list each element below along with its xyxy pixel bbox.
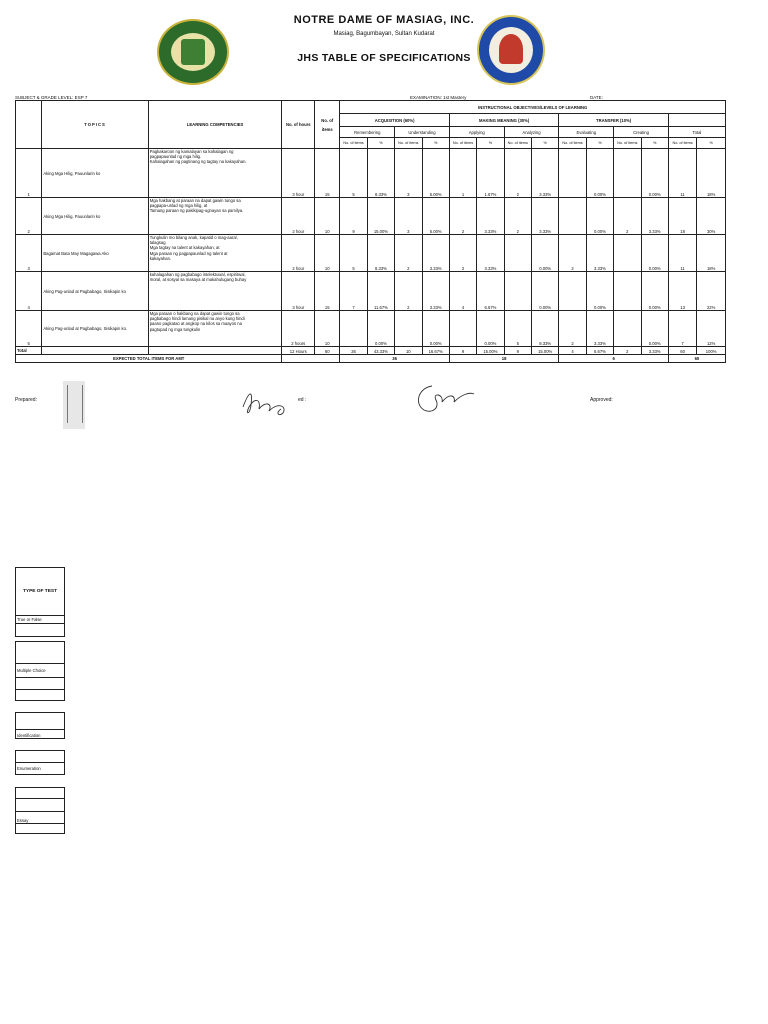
value-cell: 3.33% — [422, 272, 449, 311]
items-cell: 15 — [315, 272, 340, 311]
subheading-cell: % — [532, 138, 559, 149]
group-acquisition: ACQUISITION (60%) — [340, 114, 450, 127]
level-header: Remembering — [340, 127, 395, 138]
date-label: DATE: — [590, 95, 603, 100]
value-cell — [504, 235, 531, 272]
items-header: No. of items — [315, 101, 340, 149]
total-cell: 16.67% — [422, 347, 449, 355]
value-cell: 3.33% — [586, 311, 613, 347]
value-cell: 1.67% — [477, 149, 504, 198]
test-type-block — [15, 750, 65, 775]
total-cell: 6.67% — [586, 347, 613, 355]
value-cell — [395, 311, 422, 347]
total-cell: 9 — [449, 347, 476, 355]
value-cell: 6.67% — [477, 272, 504, 311]
competency-line: Tungkulin mo bilang anak, kapatid o mag-aaral, — [149, 235, 238, 240]
value-cell: 0.00% — [641, 272, 668, 311]
value-cell — [449, 311, 476, 347]
value-cell: 2 — [504, 198, 531, 235]
subheading-cell: % — [422, 138, 449, 149]
competency-line: Mga hakbang at paraan na dapat gawin tungo sa — [149, 198, 241, 203]
subheading-cell: No. of items — [614, 138, 641, 149]
competency-line: Mga paraan ng pagpapaunlad ng talent at — [149, 250, 228, 256]
value-cell: 3 — [395, 149, 422, 198]
expected-total-value: 6 — [559, 355, 669, 363]
row-number: 3 — [16, 235, 42, 272]
value-cell: 2 — [504, 149, 531, 198]
subheading-cell: % — [697, 138, 726, 149]
topics-header: TOPICS — [42, 101, 148, 149]
value-cell: 0.00% — [641, 235, 668, 272]
value-cell: 11 — [668, 235, 696, 272]
group-transfer: TRANSFER (10%) — [559, 114, 669, 127]
value-cell: 2 — [395, 235, 422, 272]
value-cell: 3.33% — [532, 149, 559, 198]
competency-line: Mga tagtay na talent at kakayahan, at — [149, 245, 220, 251]
hours-cell: 2 hour — [282, 198, 315, 235]
competency-cell — [148, 235, 282, 272]
test-type-label: Essay — [16, 812, 65, 824]
document-title: JHS TABLE OF SPECIFICATIONS — [297, 52, 471, 64]
value-cell: 8.33% — [367, 235, 394, 272]
competency-line: moral, at sosyal sa masaya at makahulugang buhay — [149, 277, 247, 283]
value-cell: 0.00% — [641, 311, 668, 347]
competency-line: Tamang paraan ng pakikipag-ugnayan sa pamilya. — [149, 208, 244, 214]
subheading-cell: % — [477, 138, 504, 149]
total-cell: 15.00% — [477, 347, 504, 355]
total-cell: 3.33% — [641, 347, 668, 355]
hours-cell: 3 hour — [282, 149, 315, 198]
value-cell: 2 — [559, 235, 586, 272]
value-cell: 3.33% — [532, 198, 559, 235]
value-cell: 18 — [668, 198, 696, 235]
value-cell: 0.00% — [586, 272, 613, 311]
value-cell: 3.33% — [422, 235, 449, 272]
row-number: 4 — [16, 272, 42, 311]
value-cell: 5.00% — [422, 198, 449, 235]
subheading-cell: No. of items — [504, 138, 531, 149]
value-cell: 2 — [449, 235, 476, 272]
total-items: 60 — [315, 347, 340, 355]
expected-total-value: 36 — [340, 355, 450, 363]
value-cell: 5 — [340, 235, 367, 272]
school-name: NOTRE DAME OF MASIAG, INC. — [293, 14, 475, 26]
value-cell: 15.00% — [367, 198, 394, 235]
hours-cell: 3 hour — [282, 272, 315, 311]
subheading-cell: No. of items — [668, 138, 696, 149]
value-cell — [614, 149, 641, 198]
objectives-header: INSTRUCTIONAL OBJECTIVES/LEVELS OF LEARNING — [340, 101, 726, 114]
value-cell: 0.00% — [641, 149, 668, 198]
competency-line: pagpapa-unlad ng mga hilig, at — [149, 203, 208, 209]
value-cell — [504, 272, 531, 311]
test-type-block — [15, 641, 65, 701]
row-number: 1 — [16, 149, 42, 198]
subheading-cell: % — [367, 138, 394, 149]
total-cell: 2 — [614, 347, 641, 355]
group-blank — [668, 114, 725, 127]
level-header: Creating — [614, 127, 669, 138]
total-cell: 9 — [504, 347, 531, 355]
hours-cell: 2 hour — [282, 235, 315, 272]
total-cell: 10 — [395, 347, 422, 355]
items-cell: 10 — [315, 235, 340, 272]
total-cell: 43.33% — [367, 347, 394, 355]
value-cell — [340, 311, 367, 347]
subject-grade-level: SUBJECT & GRADE LEVEL: ESP 7 — [15, 95, 88, 100]
competency-line: Kahalagahan ng pagtinang ng tagtay na kakayahan. — [149, 159, 247, 165]
competency-cell — [148, 272, 282, 311]
value-cell: 5 — [340, 149, 367, 198]
approver-signature — [410, 380, 478, 416]
value-cell: 18% — [697, 149, 726, 198]
value-cell: 8.33% — [532, 311, 559, 347]
value-cell: 8.33% — [367, 149, 394, 198]
topic-cell: Aking Mga Hilig, Pauunlarin ko — [42, 149, 148, 198]
competency-line: kakayahan. — [149, 255, 172, 261]
total-cell: 15.00% — [532, 347, 559, 355]
value-cell: 0.00% — [367, 311, 394, 347]
competency-line: kahalagahan ng pagbabago intelektuwal, espiritwal, — [149, 272, 246, 277]
value-cell: 0.00% — [532, 272, 559, 311]
competency-line: paano pagkatao at angkop na kilos sa maayos na — [149, 321, 242, 327]
value-cell: 13 — [668, 272, 696, 311]
value-cell: 11.67% — [367, 272, 394, 311]
topic-cell: Bagamat Bata May Magagawa Ako — [42, 235, 148, 272]
learning-competencies-header: LEARNING COMPETENCIES — [148, 101, 282, 149]
value-cell: 3 — [395, 198, 422, 235]
level-header: Understanding — [395, 127, 450, 138]
value-cell — [559, 272, 586, 311]
test-type-label: Identification — [16, 730, 65, 739]
competency-line: talagsag — [149, 240, 166, 246]
value-cell: 0.00% — [422, 311, 449, 347]
value-cell: 3.33% — [477, 235, 504, 272]
competency-line: Pagkakaroon ng kamalayan sa kahalagan ng — [149, 149, 234, 154]
subheading-cell: No. of items — [340, 138, 367, 149]
value-cell: 3.33% — [586, 235, 613, 272]
type-of-test-table — [15, 567, 65, 637]
competency-line: pagtupad ng mga tungkulin — [149, 326, 201, 332]
value-cell: 7 — [340, 272, 367, 311]
school-address: Masiag, Bagumbayan, Sultan Kudarat — [333, 31, 435, 37]
group-making-meaning: MAKING MEANING (30%) — [449, 114, 559, 127]
value-cell: 7 — [668, 311, 696, 347]
topic-cell: Aking Pag-unlad at Pagbabago, Sisikapin ko — [42, 272, 148, 311]
topic-cell: Aking Mga Hilig, Pauunlarin ko — [42, 198, 148, 235]
expected-total-label: EXPECTED TOTAL ITEMS FOR AMT — [16, 355, 282, 363]
value-cell: 3.33% — [477, 198, 504, 235]
value-cell: 30% — [697, 198, 726, 235]
value-cell: 22% — [697, 272, 726, 311]
test-type-label: True or False — [16, 616, 65, 624]
total-cell: 26 — [340, 347, 367, 355]
value-cell: 18% — [697, 235, 726, 272]
topic-cell: Aking Pag-unlad at Pagbabago, Sisikapin ko. — [42, 311, 148, 347]
table-row — [16, 149, 726, 198]
value-cell: 9 — [340, 198, 367, 235]
value-cell — [614, 272, 641, 311]
value-cell: 2 — [449, 198, 476, 235]
value-cell: 5.00% — [422, 149, 449, 198]
subheading-cell: % — [586, 138, 613, 149]
test-type-label: Multiple Choice — [16, 664, 65, 678]
table-row — [16, 235, 726, 272]
value-cell: 2 — [395, 272, 422, 311]
subheading-cell: No. of items — [449, 138, 476, 149]
examination-label: EXAMINATION: 1st Mastery — [410, 95, 467, 100]
noted-label: ed : — [298, 397, 307, 403]
value-cell: 3.33% — [641, 198, 668, 235]
hours-cell: 2 hours — [282, 311, 315, 347]
row-number-header — [16, 101, 42, 149]
noted-signature — [235, 385, 299, 421]
test-type-block — [15, 787, 65, 834]
value-cell — [559, 149, 586, 198]
value-cell: 2 — [614, 198, 641, 235]
subheading-cell: % — [641, 138, 668, 149]
total-cell: 100% — [697, 347, 726, 355]
table-row — [16, 198, 726, 235]
row-number: 2 — [16, 198, 42, 235]
document-header — [0, 0, 768, 90]
items-cell: 10 — [315, 311, 340, 347]
level-header: Applying — [449, 127, 504, 138]
competency-cell — [148, 311, 282, 347]
table-row — [16, 272, 726, 311]
level-header: Analyzing — [504, 127, 559, 138]
test-type-label: Enumeration — [16, 763, 65, 775]
test-type-block — [15, 712, 65, 739]
expected-total-value: 18 — [449, 355, 559, 363]
competency-cell — [148, 198, 282, 235]
items-cell: 10 — [315, 198, 340, 235]
total-label: Total — [16, 347, 42, 355]
value-cell: 12% — [697, 311, 726, 347]
type-of-test-header: TYPE OF TEST — [16, 568, 65, 616]
value-cell: 0.00% — [586, 198, 613, 235]
value-cell: 0.00% — [532, 235, 559, 272]
competency-line: pagpapaunlad ng mga hilig. — [149, 154, 202, 160]
total-cell: 4 — [559, 347, 586, 355]
value-cell: 11 — [668, 149, 696, 198]
value-cell: 5 — [504, 311, 531, 347]
competency-cell — [148, 149, 282, 198]
value-cell: 0.00% — [477, 311, 504, 347]
table-row — [16, 311, 726, 347]
value-cell — [559, 198, 586, 235]
value-cell — [614, 311, 641, 347]
items-cell: 15 — [315, 149, 340, 198]
value-cell: 1 — [449, 149, 476, 198]
total-cell: 60 — [668, 347, 696, 355]
value-cell — [614, 235, 641, 272]
competency-line: pagbabago hindi lamang pisikal na anyo kung hindi — [149, 316, 245, 322]
hours-header: No. of hours — [282, 101, 315, 149]
subheading-cell: No. of items — [395, 138, 422, 149]
value-cell: 2 — [559, 311, 586, 347]
expected-total-value: 60 — [668, 355, 725, 363]
preparer-signature-stamp — [63, 381, 85, 429]
level-header: Total — [668, 127, 725, 138]
specifications-table — [15, 100, 726, 363]
value-cell: 4 — [449, 272, 476, 311]
row-number: 5 — [16, 311, 42, 347]
approved-label: Approved: — [590, 397, 613, 403]
total-hours: 12 Hours — [282, 347, 315, 355]
level-header: Evaluating — [559, 127, 614, 138]
competency-line: Mga paraan o hakbang na dapat gawin tungo sa — [149, 311, 240, 316]
prepared-label: Prepared: — [15, 397, 37, 403]
value-cell: 0.00% — [586, 149, 613, 198]
subheading-cell: No. of items — [559, 138, 586, 149]
